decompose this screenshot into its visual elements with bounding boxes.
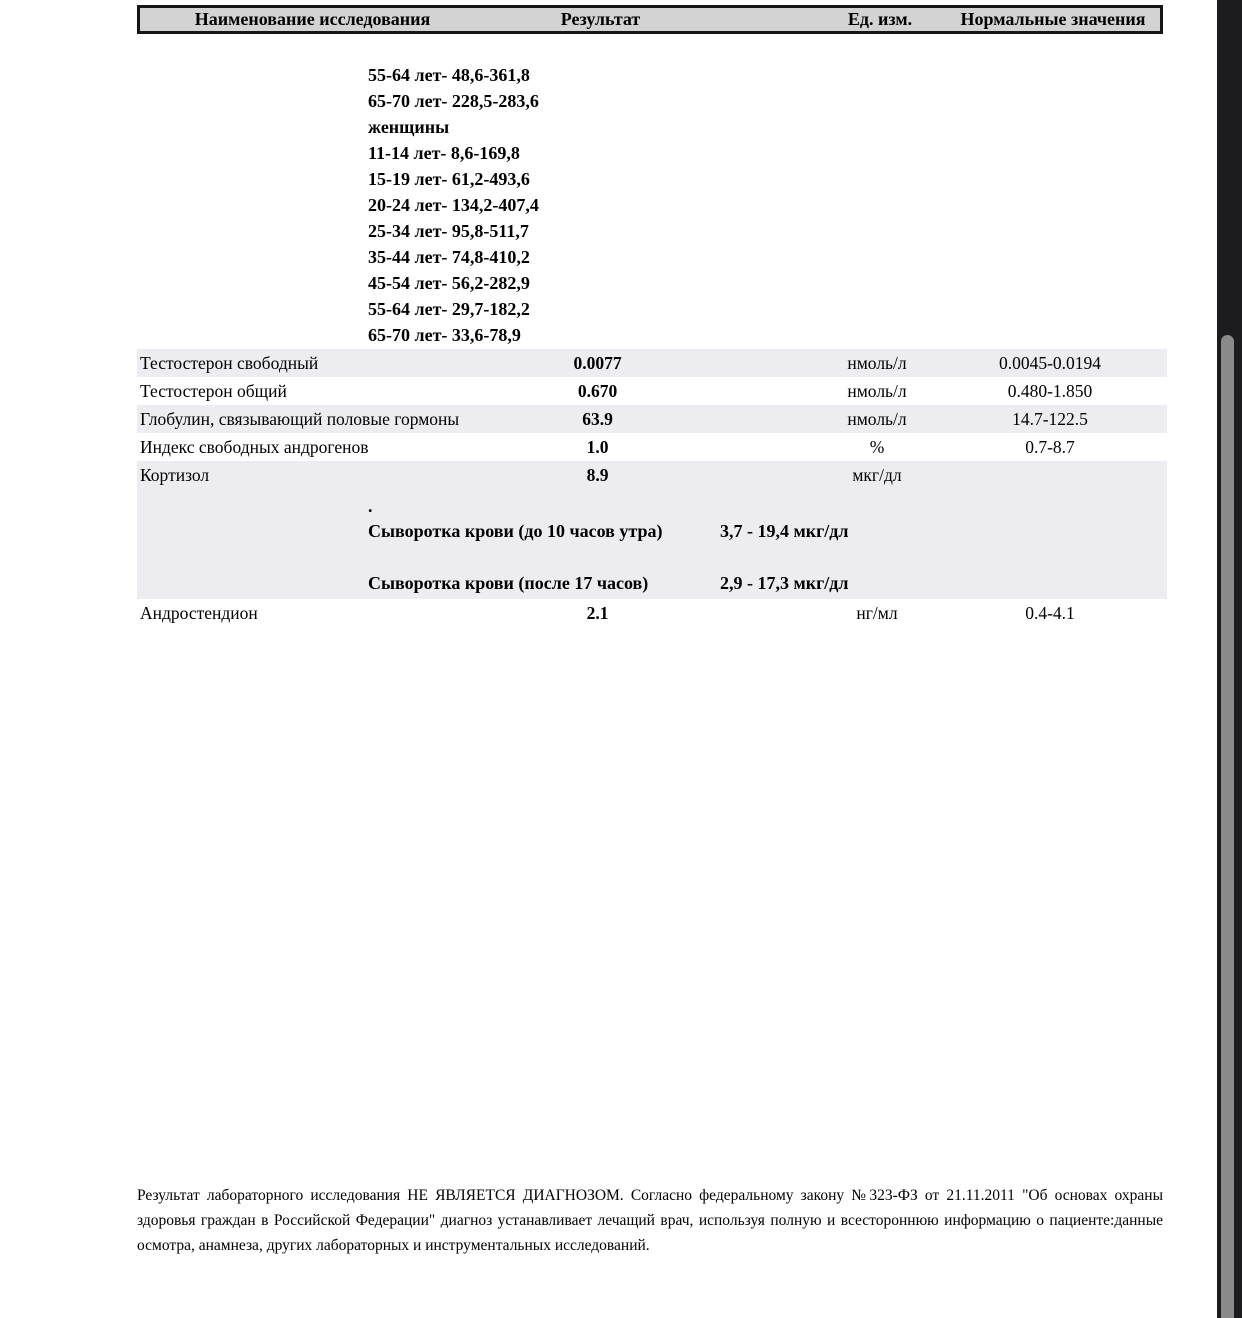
reference-range-line: 55-64 лет- 29,7-182,2 — [368, 299, 530, 319]
table-row — [137, 433, 1167, 461]
test-normal: 0.480-1.850 — [1007, 381, 1093, 401]
test-units: нмоль/л — [847, 409, 907, 429]
test-normal: 0.0045-0.0194 — [998, 353, 1102, 373]
table-row — [137, 405, 1167, 433]
test-name: Тестостерон свободный — [140, 353, 319, 373]
table-row-cortisol — [137, 461, 1167, 599]
test-units: нг/мл — [856, 603, 898, 623]
serum-morning-label: Сыворотка крови (до 10 часов утра) — [368, 521, 663, 541]
column-header-result: Результат — [560, 9, 641, 29]
reference-range-line: 65-70 лет- 33,6-78,9 — [368, 325, 521, 345]
reference-range-line: 55-64 лет- 48,6-361,8 — [368, 65, 530, 85]
test-normal: 14.7-122.5 — [1012, 409, 1088, 429]
table-row — [137, 599, 1167, 627]
test-name: Глобулин, связывающий половые гормоны — [140, 409, 460, 429]
test-units: нмоль/л — [847, 353, 907, 373]
test-normal: 0.7-8.7 — [1025, 437, 1075, 457]
table-row — [137, 377, 1167, 405]
legal-disclaimer: Результат лабораторного исследования НЕ ЯВЛЯЕТСЯ ДИАГНОЗОМ. Согласно федеральному закону №323-ФЗ от 21.11.2011 "Об основах охраны здоровья граждан в Российской Федерации" диагноз устанавливает лечащий врач, используя полную и всестороннюю информацию о пациенте:данные осмотра, анамнеза, других лабораторных и инструментальных исследований. — [137, 1187, 1163, 1254]
reference-range-line: 45-54 лет- 56,2-282,9 — [368, 273, 530, 293]
test-result: 0.670 — [577, 381, 618, 401]
dot-marker: . — [368, 496, 373, 516]
serum-morning-reference — [368, 518, 1167, 544]
test-units: мкг/дл — [852, 465, 902, 485]
reference-range-line: 35-44 лет- 74,8-410,2 — [368, 247, 530, 267]
test-result: 63.9 — [582, 409, 613, 429]
serum-evening-label: Сыворотка крови (после 17 часов) — [368, 573, 649, 593]
column-header-test-name: Наименование исследования — [194, 9, 431, 29]
reference-range-line: 15-19 лет- 61,2-493,6 — [368, 169, 530, 189]
reference-ranges-block — [368, 62, 928, 348]
results-rows — [137, 349, 1167, 627]
test-result: 1.0 — [586, 437, 609, 457]
test-units: нмоль/л — [847, 381, 907, 401]
reference-range-line: 20-24 лет- 134,2-407,4 — [368, 195, 539, 215]
table-row — [137, 349, 1167, 377]
reference-range-line: женщины — [368, 117, 450, 137]
results-table-header — [137, 5, 1163, 34]
scrollbar-track[interactable] — [1217, 0, 1242, 1318]
serum-evening-value: 2,9 - 17,3 мкг/дл — [720, 573, 849, 593]
test-units: % — [869, 437, 885, 457]
test-result: 8.9 — [586, 465, 609, 485]
reference-range-line: 11-14 лет- 8,6-169,8 — [368, 143, 520, 163]
column-header-units: Ед. изм. — [847, 9, 913, 29]
test-name: Индекс свободных андрогенов — [140, 437, 369, 457]
test-name: Кортизол — [140, 465, 210, 485]
column-header-normal-values: Нормальные значения — [960, 9, 1146, 29]
test-result: 0.0077 — [573, 353, 622, 373]
reference-range-line: 25-34 лет- 95,8-511,7 — [368, 221, 529, 241]
test-result: 2.1 — [586, 603, 609, 623]
test-name: Тестостерон общий — [140, 381, 287, 401]
test-name: Андростендион — [140, 603, 258, 623]
test-normal: 0.4-4.1 — [1025, 603, 1075, 623]
serum-evening-reference — [368, 570, 1167, 596]
scrollbar-thumb[interactable] — [1221, 335, 1234, 1318]
serum-morning-value: 3,7 - 19,4 мкг/дл — [720, 521, 849, 541]
reference-range-line: 65-70 лет- 228,5-283,6 — [368, 91, 539, 111]
